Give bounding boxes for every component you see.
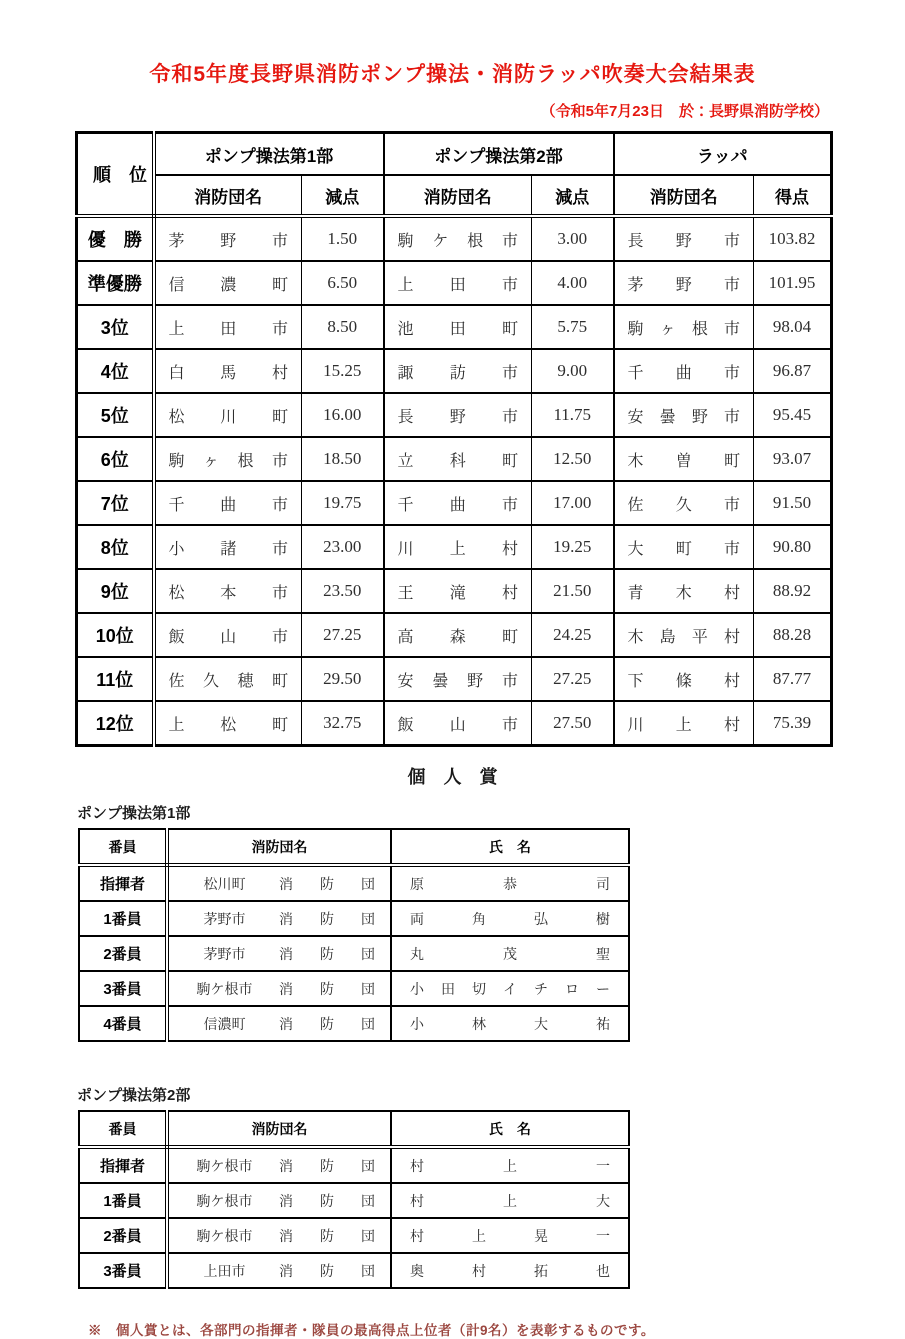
org-suffix: 消防団 xyxy=(279,1264,375,1280)
rank-cell: 11位 xyxy=(77,657,154,701)
pump1-score-cell: 1.50 xyxy=(302,216,384,261)
rank-cell: 10位 xyxy=(77,613,154,657)
team-column-header: 消防団名 xyxy=(614,175,754,216)
org-suffix: 消防団 xyxy=(279,1229,375,1245)
org-wrap xyxy=(170,874,389,894)
org-city: 駒ケ根市 xyxy=(196,982,253,998)
position-cell: 指揮者 xyxy=(79,865,167,901)
footnote: ※ 個人賞とは、各部門の指揮者・隊員の最高得点上位者（計9名）を表彰するものです。 xyxy=(88,1323,655,1338)
trumpet-score-cell: 96.87 xyxy=(754,349,832,393)
pump2-team-cell: 安曇野市 xyxy=(384,657,532,701)
org-cell xyxy=(167,1218,391,1253)
position-cell: 1番員 xyxy=(79,901,167,936)
org-suffix: 消防団 xyxy=(279,912,375,928)
org-wrap xyxy=(170,1191,389,1211)
trumpet-team-cell: 川上村 xyxy=(614,701,754,746)
trumpet-score-cell: 101.95 xyxy=(754,261,832,305)
position-cell: 1番員 xyxy=(79,1183,167,1218)
org-wrap xyxy=(170,909,389,929)
results-table xyxy=(75,131,833,747)
pump1-team-cell: 飯山市 xyxy=(154,613,302,657)
trumpet-team-cell: 茅野市 xyxy=(614,261,754,305)
position-cell: 指揮者 xyxy=(79,1147,167,1183)
pump2-team-cell: 飯山市 xyxy=(384,701,532,746)
results-tbody xyxy=(77,216,832,746)
result-row xyxy=(77,261,832,305)
page-title: 令和5年度長野県消防ポンプ操法・消防ラッパ吹奏大会結果表 xyxy=(149,63,756,86)
pump1-team-cell: 駒ヶ根市 xyxy=(154,437,302,481)
section-header-trumpet: ラッパ xyxy=(614,133,832,176)
org-city: 信濃町 xyxy=(203,1017,246,1033)
indiv-tbody-1 xyxy=(79,1147,629,1288)
trumpet-score-cell: 98.04 xyxy=(754,305,832,349)
org-wrap xyxy=(170,1156,389,1176)
pump1-team-cell: 佐久穂町 xyxy=(154,657,302,701)
rank-cell: 9位 xyxy=(77,569,154,613)
pump2-score-cell: 17.00 xyxy=(532,481,614,525)
person-name-cell: 小田切イチロー xyxy=(391,971,629,1006)
pump2-score-cell: 9.00 xyxy=(532,349,614,393)
trumpet-team-cell: 木島平村 xyxy=(614,613,754,657)
org-wrap xyxy=(170,944,389,964)
person-name-cell: 原恭司 xyxy=(391,865,629,901)
rank-cell: 6位 xyxy=(77,437,154,481)
pump1-individual-table xyxy=(78,828,630,1042)
person-name-cell: 小林大祐 xyxy=(391,1006,629,1041)
pump2-score-cell: 12.50 xyxy=(532,437,614,481)
org-cell xyxy=(167,1006,391,1041)
pump1-score-cell: 32.75 xyxy=(302,701,384,746)
trumpet-score-cell: 103.82 xyxy=(754,216,832,261)
pump1-individual-label: ポンプ操法第1部 xyxy=(77,805,191,822)
team-column-header: 消防団名 xyxy=(154,175,302,216)
result-row xyxy=(77,613,832,657)
pump2-score-cell: 27.50 xyxy=(532,701,614,746)
result-row xyxy=(77,216,832,261)
result-row xyxy=(77,437,832,481)
position-cell: 3番員 xyxy=(79,1253,167,1288)
trumpet-team-cell: 駒ヶ根市 xyxy=(614,305,754,349)
result-row xyxy=(77,569,832,613)
rank-cell: 5位 xyxy=(77,393,154,437)
rank-cell: 準優勝 xyxy=(77,261,154,305)
pump1-score-cell: 15.25 xyxy=(302,349,384,393)
result-row xyxy=(77,657,832,701)
award-row xyxy=(79,901,629,936)
award-row xyxy=(79,1183,629,1218)
org-suffix: 消防団 xyxy=(279,877,375,893)
rank-cell: 3位 xyxy=(77,305,154,349)
pump1-score-cell: 18.50 xyxy=(302,437,384,481)
award-row xyxy=(79,936,629,971)
pump2-team-cell: 川上村 xyxy=(384,525,532,569)
pump2-team-cell: 高森町 xyxy=(384,613,532,657)
rank-cell: 7位 xyxy=(77,481,154,525)
org-suffix: 消防団 xyxy=(279,947,375,963)
pump1-score-cell: 23.00 xyxy=(302,525,384,569)
org-wrap xyxy=(170,979,389,999)
person-name-cell: 村上晃一 xyxy=(391,1218,629,1253)
position-cell: 2番員 xyxy=(79,936,167,971)
result-row xyxy=(77,305,832,349)
trumpet-team-cell: 青木村 xyxy=(614,569,754,613)
pump1-team-cell: 白馬村 xyxy=(154,349,302,393)
org-wrap xyxy=(170,1261,389,1281)
pump2-score-cell: 11.75 xyxy=(532,393,614,437)
award-row xyxy=(79,1147,629,1183)
trumpet-team-cell: 佐久市 xyxy=(614,481,754,525)
trumpet-score-cell: 87.77 xyxy=(754,657,832,701)
org-city: 茅野市 xyxy=(203,912,246,928)
pump2-team-cell: 上田市 xyxy=(384,261,532,305)
award-row xyxy=(79,1006,629,1041)
org-city: 駒ケ根市 xyxy=(196,1194,253,1210)
indiv-tbody-0 xyxy=(79,865,629,1041)
org-city: 茅野市 xyxy=(203,947,246,963)
pump2-team-cell: 立科町 xyxy=(384,437,532,481)
trumpet-score-cell: 75.39 xyxy=(754,701,832,746)
pump2-team-cell: 長野市 xyxy=(384,393,532,437)
pump1-score-cell: 6.50 xyxy=(302,261,384,305)
org-suffix: 消防団 xyxy=(279,1017,375,1033)
pump1-score-cell: 8.50 xyxy=(302,305,384,349)
org-suffix: 消防団 xyxy=(279,982,375,998)
points-column-header: 得点 xyxy=(754,175,832,216)
position-column-header: 番員 xyxy=(79,1111,167,1147)
pump2-score-cell: 21.50 xyxy=(532,569,614,613)
pump1-team-cell: 松本市 xyxy=(154,569,302,613)
document-page xyxy=(0,58,905,1338)
person-name-cell: 村上大 xyxy=(391,1183,629,1218)
pump2-score-cell: 24.25 xyxy=(532,613,614,657)
result-row xyxy=(77,349,832,393)
org-wrap xyxy=(170,1014,389,1034)
pump1-score-cell: 19.75 xyxy=(302,481,384,525)
trumpet-score-cell: 93.07 xyxy=(754,437,832,481)
deduction-column-header: 減点 xyxy=(532,175,614,216)
pump2-score-cell: 19.25 xyxy=(532,525,614,569)
award-row xyxy=(79,1253,629,1288)
position-column-header: 番員 xyxy=(79,829,167,865)
team-column-header: 消防団名 xyxy=(384,175,532,216)
pump2-score-cell: 5.75 xyxy=(532,305,614,349)
award-row xyxy=(79,1218,629,1253)
result-row xyxy=(77,525,832,569)
trumpet-team-cell: 千曲市 xyxy=(614,349,754,393)
position-cell: 3番員 xyxy=(79,971,167,1006)
result-row xyxy=(77,701,832,746)
pump1-team-cell: 上田市 xyxy=(154,305,302,349)
org-suffix: 消防団 xyxy=(279,1194,375,1210)
award-row xyxy=(79,865,629,901)
org-wrap xyxy=(170,1226,389,1246)
trumpet-score-cell: 88.92 xyxy=(754,569,832,613)
org-city: 松川町 xyxy=(203,877,246,893)
org-cell xyxy=(167,1183,391,1218)
pump2-team-cell: 千曲市 xyxy=(384,481,532,525)
pump2-individual-label: ポンプ操法第2部 xyxy=(77,1087,191,1104)
person-name-cell: 両角弘樹 xyxy=(391,901,629,936)
pump1-score-cell: 29.50 xyxy=(302,657,384,701)
position-cell: 4番員 xyxy=(79,1006,167,1041)
pump1-score-cell: 27.25 xyxy=(302,613,384,657)
org-city: 駒ケ根市 xyxy=(196,1229,253,1245)
trumpet-score-cell: 91.50 xyxy=(754,481,832,525)
pump1-team-cell: 上松町 xyxy=(154,701,302,746)
name-column-header: 氏 名 xyxy=(391,1111,629,1147)
pump2-individual-table xyxy=(78,1110,630,1289)
result-row xyxy=(77,481,832,525)
trumpet-team-cell: 大町市 xyxy=(614,525,754,569)
page-subtitle: （令和5年7月23日 於：長野県消防学校） xyxy=(540,103,829,120)
org-suffix: 消防団 xyxy=(279,1159,375,1175)
org-city: 上田市 xyxy=(203,1264,246,1280)
rank-cell: 優 勝 xyxy=(77,216,154,261)
person-name-cell: 村上一 xyxy=(391,1147,629,1183)
trumpet-score-cell: 90.80 xyxy=(754,525,832,569)
pump2-score-cell: 27.25 xyxy=(532,657,614,701)
pump2-team-cell: 池田町 xyxy=(384,305,532,349)
trumpet-team-cell: 下條村 xyxy=(614,657,754,701)
trumpet-score-cell: 95.45 xyxy=(754,393,832,437)
name-column-header: 氏 名 xyxy=(391,829,629,865)
pump2-team-cell: 諏訪市 xyxy=(384,349,532,393)
award-row xyxy=(79,971,629,1006)
org-column-header: 消防団名 xyxy=(167,1111,391,1147)
pump1-team-cell: 松川町 xyxy=(154,393,302,437)
pump1-team-cell: 信濃町 xyxy=(154,261,302,305)
pump2-team-cell: 王滝村 xyxy=(384,569,532,613)
rank-cell: 8位 xyxy=(77,525,154,569)
org-cell xyxy=(167,936,391,971)
org-city: 駒ケ根市 xyxy=(196,1159,253,1175)
pump2-score-cell: 3.00 xyxy=(532,216,614,261)
individual-awards-heading: 個 人 賞 xyxy=(407,767,498,787)
person-name-cell: 奥村拓也 xyxy=(391,1253,629,1288)
section-header-pump2: ポンプ操法第2部 xyxy=(384,133,614,176)
pump1-team-cell: 茅野市 xyxy=(154,216,302,261)
org-cell xyxy=(167,1147,391,1183)
org-cell xyxy=(167,971,391,1006)
person-name-cell: 丸茂聖 xyxy=(391,936,629,971)
rank-cell: 4位 xyxy=(77,349,154,393)
rank-cell: 12位 xyxy=(77,701,154,746)
org-cell xyxy=(167,901,391,936)
trumpet-score-cell: 88.28 xyxy=(754,613,832,657)
pump2-team-cell: 駒ケ根市 xyxy=(384,216,532,261)
trumpet-team-cell: 安曇野市 xyxy=(614,393,754,437)
pump1-team-cell: 千曲市 xyxy=(154,481,302,525)
rank-column-header: 順 位 xyxy=(77,133,154,217)
result-row xyxy=(77,393,832,437)
org-cell xyxy=(167,865,391,901)
pump1-score-cell: 23.50 xyxy=(302,569,384,613)
pump1-team-cell: 小諸市 xyxy=(154,525,302,569)
section-header-pump1: ポンプ操法第1部 xyxy=(154,133,384,176)
org-column-header: 消防団名 xyxy=(167,829,391,865)
org-cell xyxy=(167,1253,391,1288)
trumpet-team-cell: 長野市 xyxy=(614,216,754,261)
pump2-score-cell: 4.00 xyxy=(532,261,614,305)
deduction-column-header: 減点 xyxy=(302,175,384,216)
results-table-header xyxy=(77,133,832,217)
pump1-score-cell: 16.00 xyxy=(302,393,384,437)
trumpet-team-cell: 木曽町 xyxy=(614,437,754,481)
position-cell: 2番員 xyxy=(79,1218,167,1253)
